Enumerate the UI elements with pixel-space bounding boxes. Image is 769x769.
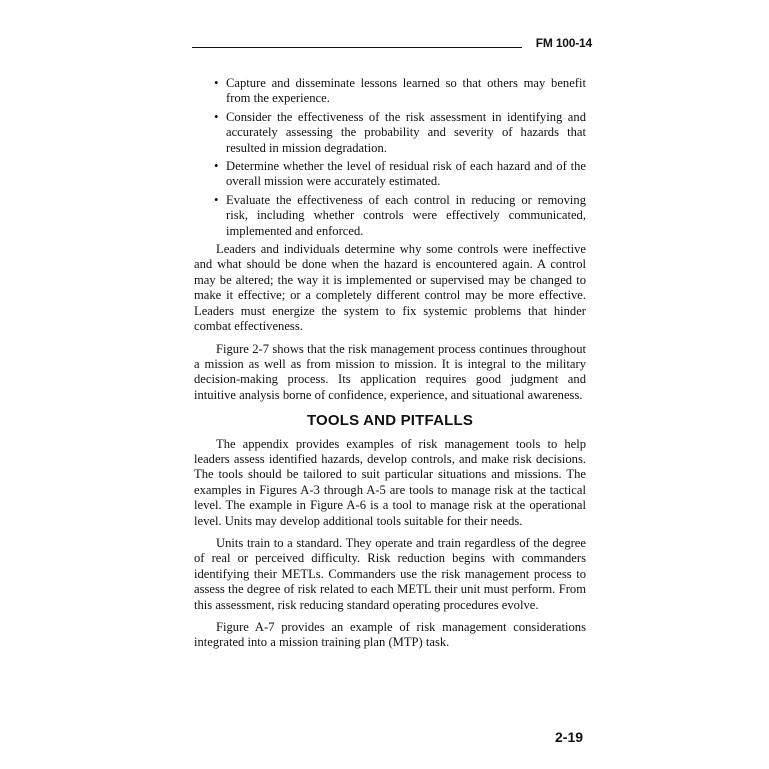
bullet-item <box>194 76 586 107</box>
body-paragraph: Figure A-7 provides an example of risk management considerations integrated into a mission training plan (MTP) task. <box>194 620 586 650</box>
bullet-item <box>194 193 586 239</box>
bullet-text: Evaluate the effectiveness of each control in reducing or removing risk, including whether controls were effectively communicated, implemented and enforced. <box>226 192 586 238</box>
bullet-text: Determine whether the level of residual risk of each hazard and of the overall mission were accurately estimated. <box>226 159 586 189</box>
bullet-text: Consider the effectiveness of the risk assessment in identifying and accurately assessing the probability and severity of hazards that resulted in mission degradation. <box>226 109 586 155</box>
header-rule <box>192 47 522 48</box>
document-id: FM 100-14 <box>535 36 592 50</box>
bullet-item <box>194 110 586 156</box>
bullet-item <box>194 159 586 190</box>
page-number: 2-19 <box>555 729 584 745</box>
bullet-dot-icon: • <box>214 192 219 207</box>
body-paragraph: Leaders and individuals determine why some controls were ineffective and what should be done when the hazard is encountered again. A control may be altered; the way it is implemented or supervised may be changed to make it effective; or a completely different control may be more effective. Leaders must energize the system to fix systemic problems that hinder combat effectiveness. <box>194 242 586 334</box>
bullet-dot-icon: • <box>214 76 219 90</box>
page-body <box>194 76 586 658</box>
section-heading: TOOLS AND PITFALLS <box>306 412 474 430</box>
bullet-text: Capture and disseminate lessons learned so that others may benefit from the experience. <box>226 76 586 106</box>
page-header <box>192 36 592 54</box>
body-paragraph: The appendix provides examples of risk management tools to help leaders assess identified hazards, develop controls, and make risk decisions. The tools should be tailored to suit particular situations and missions. The examples in Figures A-3 through A-5 are tools to manage risk at the tactical level. The example in Figure A-6 is a tool to manage risk at the operational level. Units may develop additional tools suitable for their needs. <box>194 436 586 528</box>
bullet-dot-icon: • <box>214 109 219 124</box>
bullet-dot-icon: • <box>214 159 219 174</box>
body-paragraph: Figure 2-7 shows that the risk management process continues throughout a mission as well as from mission to mission. It is integral to the military decision-making process. Its application requires good judgment and intuitive analysis borne of confidence, experience, and situational awareness. <box>194 341 586 402</box>
body-paragraph: Units train to a standard. They operate and train regardless of the degree of real or perceived difficulty. Risk reduction begins with commanders identifying their METLs. Commanders use the risk management process to assess the degree of risk related to each METL their unit must perform. From this assessment, risk reducing standard operating procedures evolve. <box>194 535 586 612</box>
bullet-list <box>194 76 586 239</box>
